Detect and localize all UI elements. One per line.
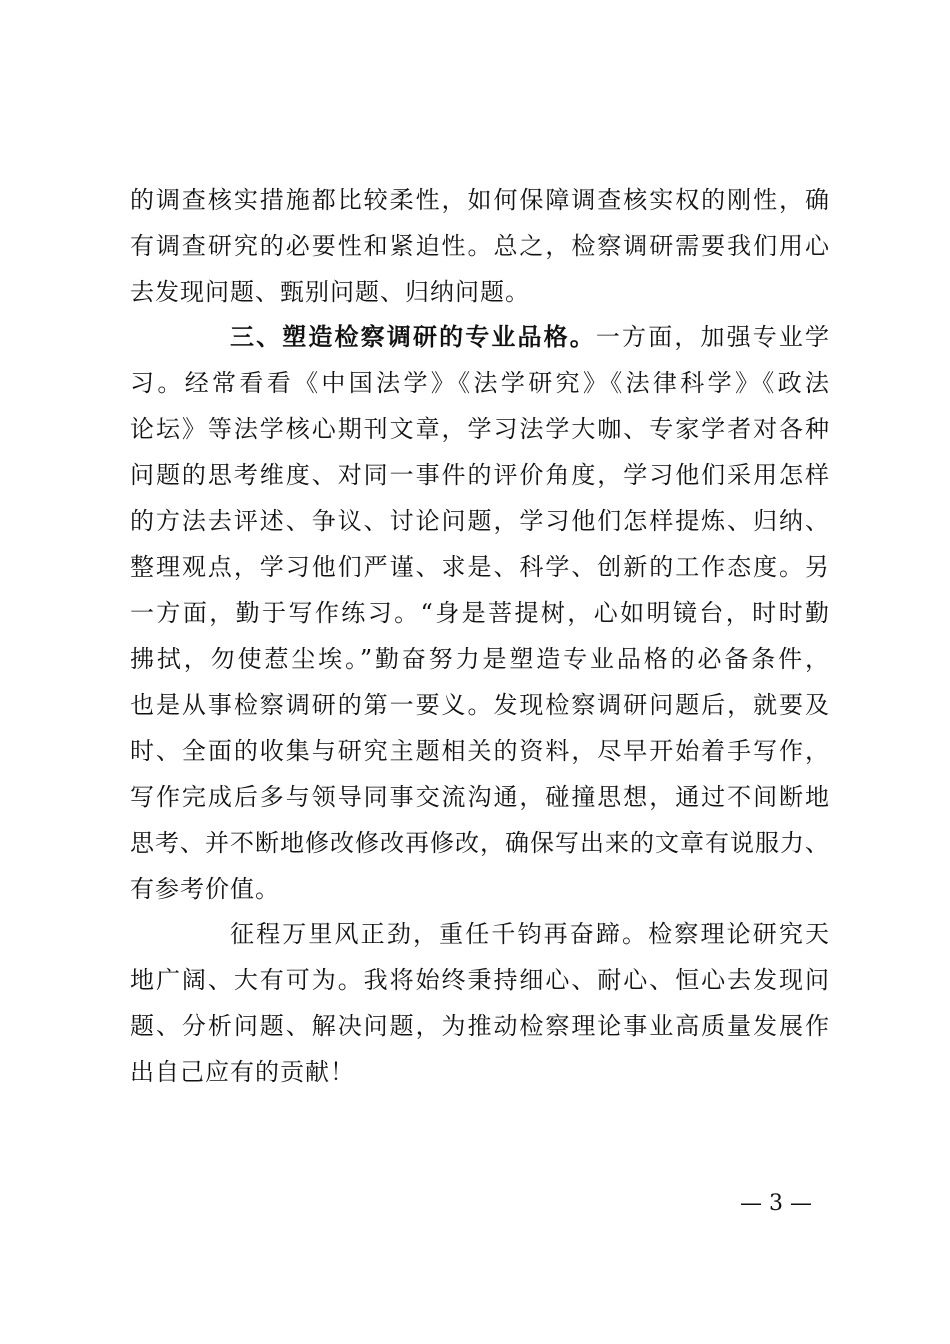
- text-line: 的方法去评述、争议、讨论问题，学习他们怎样提炼、归纳、: [130, 507, 830, 535]
- page-number: — 3 —: [740, 1191, 812, 1216]
- text-line: 去发现问题、甄别问题、归纳问题。: [130, 278, 530, 306]
- text-line: 地广阔、大有可为。我将始终秉持细心、耐心、恒心去发现问: [130, 966, 830, 994]
- text-line: 思考、并不断地修改修改再修改，确保写出来的文章有说服力、: [130, 829, 830, 857]
- text-line: 出自己应有的贡献！: [130, 1058, 355, 1086]
- section-heading: 三、塑造检察调研的专业品格。: [230, 323, 596, 351]
- text-line: 一方面，勤于写作练习。“身是菩提树，心如明镜台，时时勤: [130, 599, 830, 627]
- text-line: 写作完成后多与领导同事交流沟通，碰撞思想，通过不间断地: [130, 783, 830, 811]
- paragraph-continuation: [130, 177, 830, 315]
- text-line: 整理观点，学习他们严谨、求是、科学、创新的工作态度。另: [130, 553, 830, 581]
- text-line: 也是从事检察调研的第一要义。发现检察调研问题后，就要及: [130, 691, 830, 719]
- text-line: 拂拭，勿使惹尘埃。”勤奋努力是塑造专业品格的必备条件，: [130, 645, 830, 673]
- text-line: 时、全面的收集与研究主题相关的资料，尽早开始着手写作，: [130, 737, 830, 765]
- text-line: 有参考价值。: [130, 875, 280, 903]
- section-heading-line: [130, 314, 830, 360]
- text-segment: 一方面，加强专业学: [595, 323, 831, 351]
- paragraph-section-three: [130, 314, 830, 912]
- text-line: 问题的思考维度、对同一事件的评价角度，学习他们采用怎样: [130, 461, 830, 489]
- text-line: 有调查研究的必要性和紧迫性。总之，检察调研需要我们用心: [130, 232, 830, 260]
- paragraph-conclusion: [130, 911, 830, 1095]
- text-line: 习。经常看看《中国法学》《法学研究》《法律科学》《政法: [130, 369, 830, 397]
- text-line: 题、分析问题、解决问题，为推动检察理论事业高质量发展作: [130, 1012, 830, 1040]
- text-line: 论坛》等法学核心期刊文章，学习法学大咖、专家学者对各种: [130, 415, 830, 443]
- text-line: 征程万里风正劲，重任千钧再奋蹄。检察理论研究天: [230, 920, 830, 948]
- text-line: 的调查核实措施都比较柔性，如何保障调查核实权的刚性，确: [130, 186, 830, 214]
